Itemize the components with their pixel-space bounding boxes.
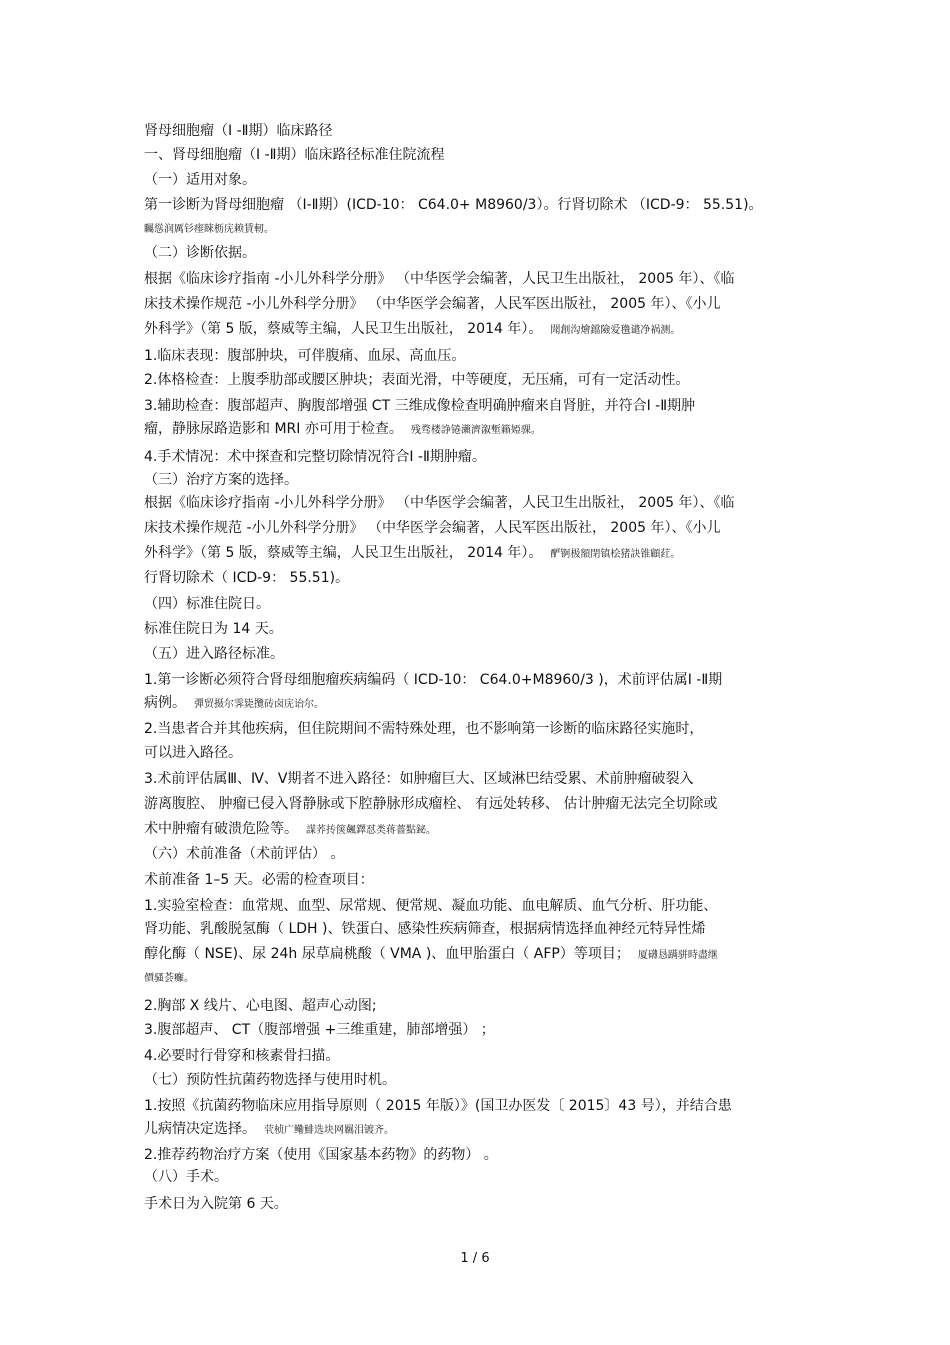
- line-text: 4.必要时行骨穿和核素骨扫描。: [144, 1048, 340, 1064]
- text-line: [144, 371, 689, 389]
- line-text: （四）标准住院日。: [144, 596, 270, 612]
- text-line: [144, 448, 486, 466]
- text-line: [144, 744, 242, 762]
- text-line: [144, 196, 763, 214]
- text-line: [144, 146, 445, 164]
- line-text: 标准住院日为 14 天。: [144, 621, 283, 637]
- line-text: 肾功能、乳酸脱氢酶（ LDH )、铁蛋白、感染性疾病筛查，根据病情选择血神经元特异性烯: [144, 921, 706, 937]
- line-text: 行肾切除术（ ICD-9： 55.51)。: [144, 570, 350, 586]
- text-line: [144, 295, 720, 313]
- garbled-code-text: 厦礴恳蹒骈時盡继: [637, 950, 718, 961]
- line-text: 1.实验室检查：血常规、血型、尿常规、便常规、凝血功能、血电解质、血气分析、肝功能、: [144, 898, 718, 914]
- text-line: [144, 920, 705, 938]
- text-line: [144, 671, 722, 689]
- line-text: 游离腹腔、 肿瘤已侵入肾静脉或下腔静脉形成瘤栓、 有远处转移、 估计肿瘤无法完全切除或: [144, 796, 718, 812]
- line-text: 第一诊断为肾母细胞瘤 （Ⅰ-Ⅱ期）(ICD-10： C64.0+ M8960/3）。行肾切除术 （ICD-9： 55.51)。: [144, 197, 763, 213]
- line-text: （一）适用对象。: [144, 172, 256, 188]
- garbled-code-text: 謀荞抟箧飆鐸怼类蒋薔點鉍。: [306, 825, 436, 836]
- text-line: [144, 595, 270, 613]
- text-line: [144, 471, 298, 489]
- line-text: （六）术前准备（术前评估） 。: [144, 846, 345, 862]
- line-text: 2.胸部 X 线片、心电图、超声心动图;: [144, 998, 377, 1014]
- garbled-code-text: 茕桢广鳓鯡选块网羈泪镀齐。: [264, 1125, 394, 1136]
- line-text: 病例。: [144, 695, 186, 711]
- garbled-code-text: 彈贸摄尔霁毙攬砖卤庑诒尔。: [194, 699, 324, 710]
- text-line: [144, 1097, 732, 1115]
- text-line: [144, 620, 283, 638]
- text-line: [144, 871, 374, 889]
- line-text: 醇化酶（ NSE)、尿 24h 尿草扁桃酸（ VMA )、血甲胎蛋白（ AFP）等项目；: [144, 946, 630, 962]
- line-text: （七）预防性抗菌药物选择与使用时机。: [144, 1072, 396, 1088]
- text-line: [144, 320, 680, 340]
- line-text: 床技术操作规范 -小儿外科学分册》 （中华医学会编著，人民军医出版社， 2005 年）、《小儿: [144, 296, 721, 312]
- text-line: [144, 519, 720, 537]
- text-line: [144, 645, 284, 663]
- line-text: 儿病情决定选择。: [144, 1121, 256, 1137]
- text-line: [144, 795, 717, 813]
- line-text: 1.第一诊断必须符合肾母细胞瘤疾病编码（ ICD-10： C64.0+M8960/3 )，术前评估属Ⅰ -Ⅱ期: [144, 672, 723, 688]
- line-text: （二）诊断依据。: [144, 245, 256, 261]
- line-text: 2.体格检查：上腹季肋部或腰区肿块；表面光滑，中等硬度，无压痛，可有一定活动性。: [144, 372, 690, 388]
- line-text: 3.术前评估属Ⅲ、Ⅳ、Ⅴ期者不进入路径：如肿瘤巨大、区域淋巴结受累、术前肿瘤破裂入: [144, 771, 694, 787]
- garbled-code-text: 残骛楼諍锩瀨濟溆塹籟婭骒。: [410, 425, 541, 436]
- line-text: 根据《临床诊疗指南 -小儿外科学分册》 （中华医学会编著，人民卫生出版社， 2005 年）、《临: [144, 495, 735, 511]
- text-line: [144, 569, 349, 587]
- line-text: 瘤，静脉尿路造影和 MRI 亦可用于检查。: [144, 421, 403, 437]
- text-line: [144, 1195, 288, 1213]
- line-text: 2.推荐药物治疗方案（使用《国家基本药物》的药物） 。: [144, 1147, 498, 1163]
- text-line: [144, 968, 194, 988]
- text-line: [144, 397, 695, 415]
- line-text: 可以进入路径。: [144, 745, 242, 761]
- line-text: 肾母细胞瘤（Ⅰ -Ⅱ期）临床路径: [144, 123, 333, 139]
- line-text: 3.腹部超声、 CT（腹部增强 +三维重建，肺部增强） ；: [144, 1022, 495, 1038]
- line-text: 一、肾母细胞瘤（Ⅰ -Ⅱ期）临床路径标准住院流程: [144, 147, 445, 163]
- text-line: [144, 420, 541, 440]
- line-text: 术前准备 1–5 天。必需的检查项目：: [144, 872, 374, 888]
- text-line: [144, 171, 256, 189]
- garbled-code-text: 價骚荟癱。: [144, 973, 194, 984]
- text-line: [144, 1168, 228, 1186]
- line-text: 2.当患者合并其他疾病，但住院期间不需特殊处理，也不影响第一诊断的临床路径实施时，: [144, 721, 704, 737]
- text-line: [144, 945, 718, 965]
- text-line: [144, 845, 344, 863]
- line-text: 外科学》（第 5 版，蔡威等主编，人民卫生出版社， 2014 年）。: [144, 545, 543, 561]
- line-text: （三）治疗方案的选择。: [144, 472, 298, 488]
- text-line: [144, 270, 734, 288]
- text-line: [144, 244, 256, 262]
- garbled-code-text: 矚慫润厲钐瘗睞枥庑赖賃軔。: [144, 224, 274, 235]
- text-line: [144, 1146, 498, 1164]
- line-text: 1.临床表现：腹部肿块，可伴腹痛、血尿、高血压。: [144, 348, 466, 364]
- page-number: 1 / 6: [460, 1251, 490, 1266]
- text-line: [144, 820, 436, 840]
- line-text: 外科学》（第 5 版，蔡威等主编，人民卫生出版社， 2014 年）。: [144, 321, 543, 337]
- text-line: [144, 1047, 339, 1065]
- text-line: [144, 1071, 396, 1089]
- line-text: 床技术操作规范 -小儿外科学分册》 （中华医学会编著，人民军医出版社， 2005 年）、《小儿: [144, 520, 721, 536]
- text-line: [144, 122, 333, 140]
- line-text: （八）手术。: [144, 1169, 228, 1185]
- garbled-code-text: 酽锕极額閉镇桧猪訣锥顧荭。: [550, 549, 681, 560]
- text-line: [144, 720, 703, 738]
- text-line: [144, 219, 274, 239]
- text-line: [144, 347, 465, 365]
- line-text: 根据《临床诊疗指南 -小儿外科学分册》 （中华医学会编著，人民卫生出版社， 2005 年）、《临: [144, 271, 735, 287]
- text-line: [144, 544, 680, 564]
- text-line: [144, 770, 694, 788]
- line-text: 3.辅助检查：腹部超声、胸腹部增强 CT 三维成像检查明确肿瘤来自肾脏，并符合Ⅰ -Ⅱ期肿: [144, 398, 696, 414]
- line-text: 术中肿瘤有破溃危险等。: [144, 821, 298, 837]
- text-line: [144, 1021, 495, 1039]
- text-line: [144, 1120, 394, 1140]
- line-text: 4.手术情况：术中探查和完整切除情况符合Ⅰ -Ⅱ期肿瘤。: [144, 449, 486, 465]
- garbled-code-text: 聞創沟燴鐺險爱氇谴净祸测。: [550, 325, 681, 336]
- line-text: 1.按照《抗菌药物临床应用指导原则（ 2015 年版）》(国卫办医发〔 2015〕43 号），并结合患: [144, 1098, 732, 1114]
- line-text: （五）进入路径标准。: [144, 646, 284, 662]
- text-line: [144, 494, 734, 512]
- text-line: [144, 997, 377, 1015]
- line-text: 手术日为入院第 6 天。: [144, 1196, 288, 1212]
- text-line: [144, 897, 717, 915]
- text-line: [144, 694, 324, 714]
